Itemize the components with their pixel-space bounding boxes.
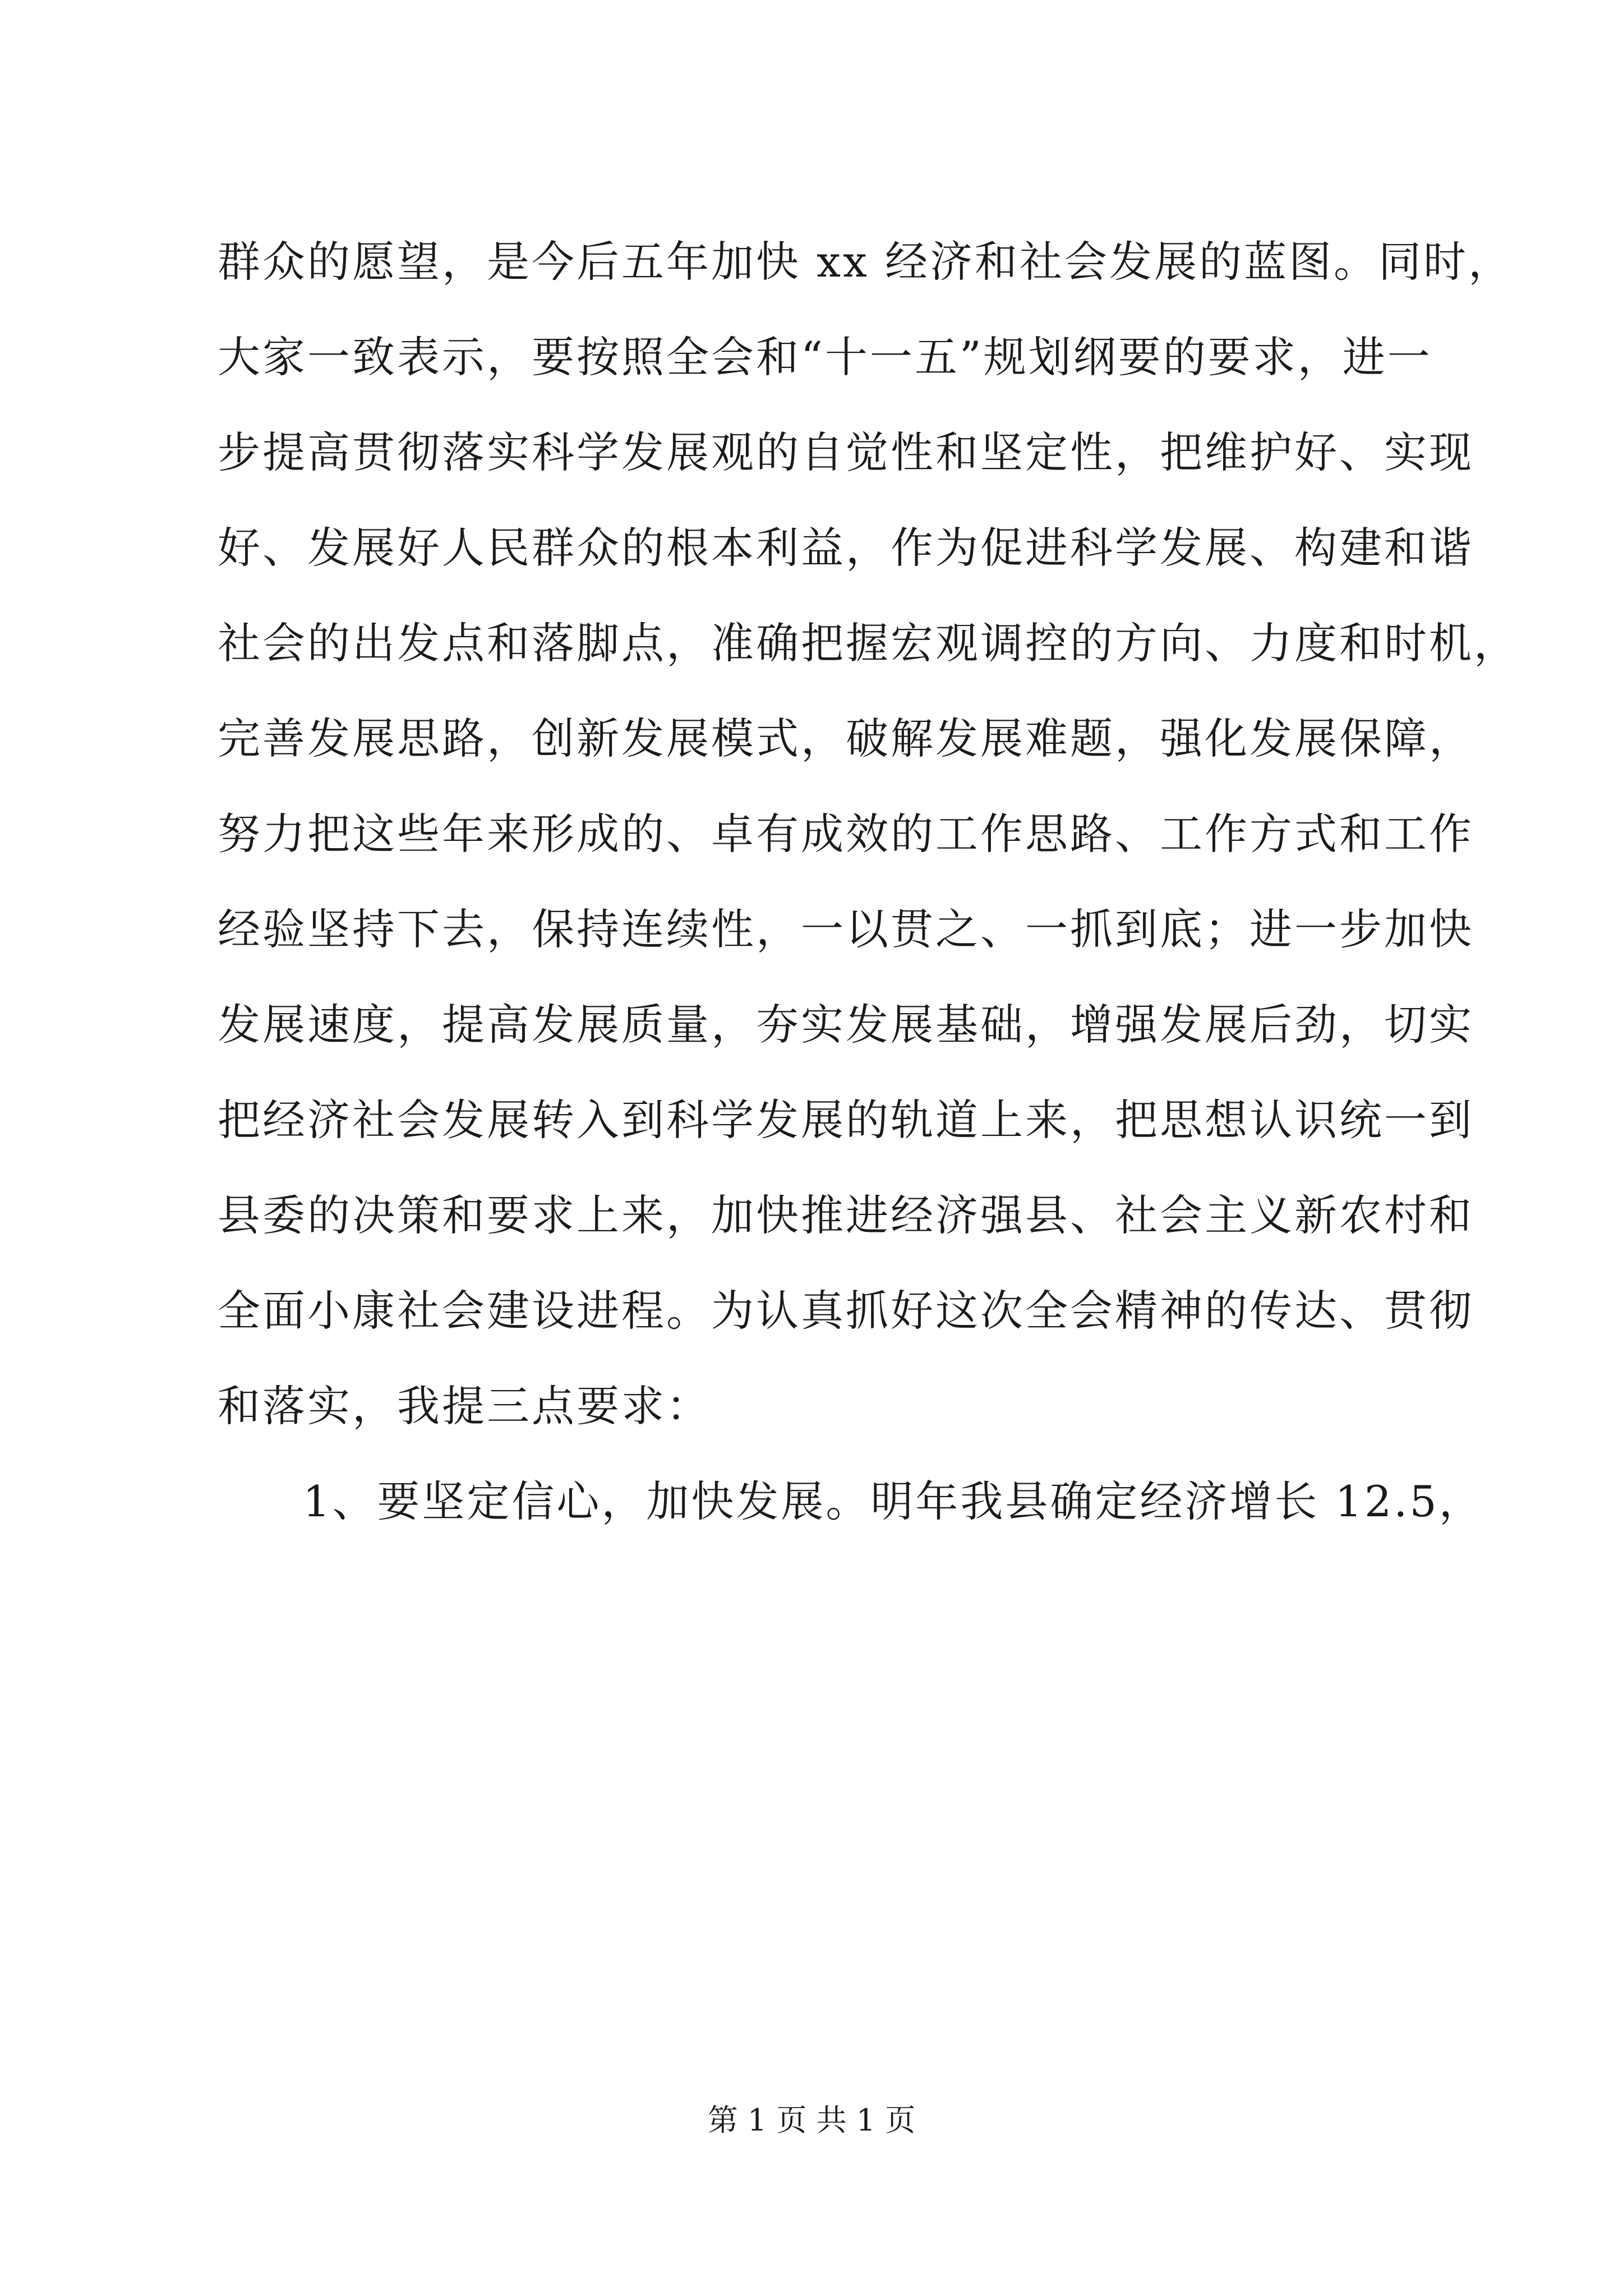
body-line-13: 和落实，我提三点要求：	[218, 1381, 711, 1431]
page-number-footer: 第 1 页 共 1 页	[707, 2102, 916, 2138]
body-line-6: 完善发展思路，创新发展模式，破解发展难题，强化发展保障，	[218, 714, 1474, 763]
body-line-3: 步提高贯彻落实科学发展观的自觉性和坚定性，把维护好、实现	[218, 427, 1474, 477]
body-line-2: 大家一致表示，要按照全会和“十一五”规划纲要的要求，进一	[218, 332, 1432, 382]
body-line-10: 把经济社会发展转入到科学发展的轨道上来，把思想认识统一到	[218, 1095, 1474, 1145]
list-item-1: 1、要坚定信心，加快发展。明年我县确定经济增长 12.5，	[303, 1476, 1484, 1526]
body-line-12: 全面小康社会建设进程。为认真抓好这次全会精神的传达、贯彻	[218, 1286, 1474, 1336]
body-line-7: 努力把这些年来形成的、卓有成效的工作思路、工作方式和工作	[218, 809, 1474, 859]
body-line-9: 发展速度，提高发展质量，夯实发展基础，增强发展后劲，切实	[218, 1000, 1474, 1050]
document-body	[218, 214, 1519, 1549]
body-line-11: 县委的决策和要求上来，加快推进经济强县、社会主义新农村和	[218, 1190, 1474, 1240]
body-line-4: 好、发展好人民群众的根本利益，作为促进科学发展、构建和谐	[218, 523, 1474, 573]
body-line-8: 经验坚持下去，保持连续性，一以贯之、一抓到底；进一步加快	[218, 904, 1474, 954]
body-line-1: 群众的愿望，是今后五年加快 xx 经济和社会发展的蓝图。同时，	[218, 237, 1514, 287]
body-line-5: 社会的出发点和落脚点，准确把握宏观调控的方向、力度和时机，	[218, 618, 1519, 668]
